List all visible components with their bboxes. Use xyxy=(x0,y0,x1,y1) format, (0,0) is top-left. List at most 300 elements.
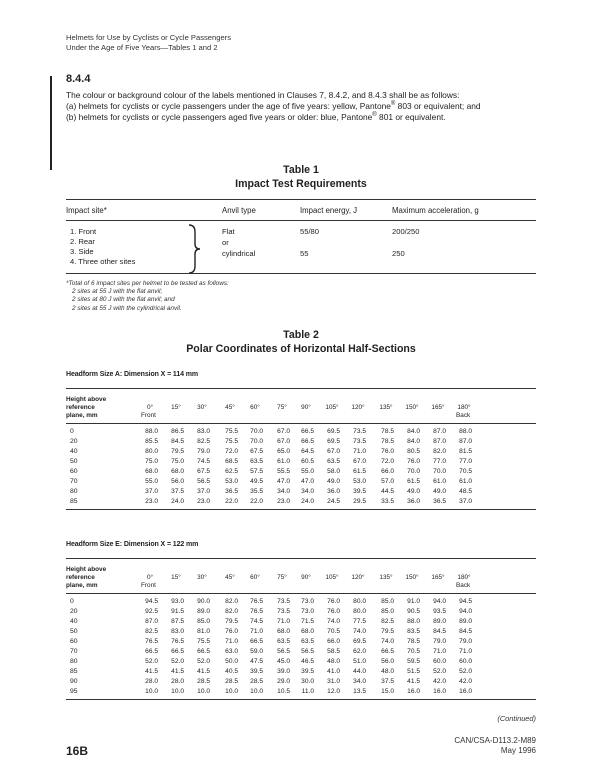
coordinate-value: 79.0 xyxy=(197,448,210,455)
item-b-tail: 801 or equivalent. xyxy=(376,112,446,122)
coordinate-value: 28.5 xyxy=(197,678,210,685)
table2-subtitle: Polar Coordinates of Horizontal Half-Sections xyxy=(186,343,416,355)
coordinate-value: 83.5 xyxy=(407,628,420,635)
coordinate-value: 73.5 xyxy=(277,608,290,615)
coordinate-value: 82.0 xyxy=(433,448,446,455)
coordinate-value: 82.5 xyxy=(145,628,158,635)
coordinate-value: 10.5 xyxy=(277,688,290,695)
coordinate-value: 80.0 xyxy=(353,598,366,605)
coordinate-value: 52.0 xyxy=(145,658,158,665)
coordinate-value: 10.0 xyxy=(145,688,158,695)
coordinate-value: 55.5 xyxy=(277,468,290,475)
coordinate-value: 39.0 xyxy=(277,668,290,675)
coordinate-value: 11.0 xyxy=(301,688,314,695)
coordinate-value: 68.0 xyxy=(145,468,158,475)
coordinate-value: 47.0 xyxy=(301,478,314,485)
coordinate-value: 76.5 xyxy=(171,638,184,645)
coordinate-value: 22.0 xyxy=(225,498,238,505)
coordinate-value: 67.0 xyxy=(277,438,290,445)
coordinate-value: 79.5 xyxy=(381,628,394,635)
height-value: 50 xyxy=(70,628,78,635)
coordinate-value: 12.0 xyxy=(327,688,340,695)
coordinate-value: 69.5 xyxy=(327,438,340,445)
coordinate-value: 55.0 xyxy=(145,478,158,485)
footer-right xyxy=(454,736,536,755)
section-number: 8.4.4 xyxy=(66,73,91,85)
coordinate-value: 37.5 xyxy=(171,488,184,495)
coordinate-value: 53.0 xyxy=(225,478,238,485)
coordinate-value: 87.0 xyxy=(145,618,158,625)
angle-header: 180° xyxy=(457,574,471,581)
height-value: 20 xyxy=(70,608,78,615)
coordinate-value: 78.5 xyxy=(381,428,394,435)
coordinate-value: 66.5 xyxy=(381,648,394,655)
coordinate-value: 10.0 xyxy=(197,688,210,695)
back-label: Back xyxy=(456,412,471,419)
coordinate-value: 41.5 xyxy=(197,668,210,675)
coordinate-value: 47.5 xyxy=(250,658,263,665)
coordinate-value: 73.5 xyxy=(353,438,366,445)
coordinate-value: 66.5 xyxy=(197,648,210,655)
height-value: 85 xyxy=(70,498,78,505)
table1-accel-flat: 200/250 xyxy=(392,227,420,236)
table2-section-bottom-rule xyxy=(66,509,536,510)
coordinate-value: 23.0 xyxy=(197,498,210,505)
angle-header: 135° xyxy=(379,404,393,411)
coordinate-value: 70.0 xyxy=(407,468,420,475)
brace-icon xyxy=(188,224,202,274)
coordinate-value: 77.0 xyxy=(459,458,472,465)
table1-anvil-flat: Flat xyxy=(222,227,235,236)
table1-header-site: Impact site* xyxy=(66,206,107,215)
coordinate-value: 71.5 xyxy=(301,618,314,625)
coordinate-value: 68.0 xyxy=(171,468,184,475)
section-item-b xyxy=(66,112,536,123)
coordinate-value: 87.0 xyxy=(433,438,446,445)
table2-section-rule xyxy=(66,388,536,389)
coordinate-value: 34.0 xyxy=(353,678,366,685)
coordinate-value: 81.5 xyxy=(459,448,472,455)
coordinate-value: 41.5 xyxy=(407,678,420,685)
coordinate-value: 49.0 xyxy=(433,488,446,495)
coordinate-value: 63.5 xyxy=(327,458,340,465)
coordinate-value: 68.5 xyxy=(225,458,238,465)
coordinate-value: 35.5 xyxy=(250,488,263,495)
front-label: Front xyxy=(141,412,156,419)
coordinate-value: 60.0 xyxy=(433,658,446,665)
coordinate-value: 76.0 xyxy=(407,458,420,465)
angle-header: 120° xyxy=(351,404,365,411)
coordinate-value: 39.5 xyxy=(353,488,366,495)
coordinate-value: 70.5 xyxy=(407,648,420,655)
coordinate-value: 70.0 xyxy=(433,468,446,475)
coordinate-value: 75.0 xyxy=(145,458,158,465)
coordinate-value: 56.5 xyxy=(301,648,314,655)
publication-date: May 1996 xyxy=(500,745,536,755)
coordinate-value: 91.0 xyxy=(407,598,420,605)
coordinate-value: 49.0 xyxy=(407,488,420,495)
coordinate-value: 79.5 xyxy=(225,618,238,625)
table1-energy-flat: 55/80 xyxy=(300,227,320,236)
coordinate-value: 83.0 xyxy=(197,428,210,435)
coordinate-value: 48.5 xyxy=(459,488,472,495)
coordinate-value: 94.5 xyxy=(459,598,472,605)
angle-header: 60° xyxy=(250,404,260,411)
height-value: 20 xyxy=(70,438,78,445)
coordinate-value: 63.0 xyxy=(225,648,238,655)
coordinate-value: 80.0 xyxy=(145,448,158,455)
coordinate-value: 28.0 xyxy=(171,678,184,685)
headform-size-label: Headform Size A: Dimension X = 114 mm xyxy=(66,371,199,378)
coordinate-value: 28.0 xyxy=(145,678,158,685)
coordinate-value: 73.0 xyxy=(301,598,314,605)
page-number: 16B xyxy=(66,744,89,758)
coordinate-value: 82.5 xyxy=(381,618,394,625)
coordinate-value: 85.0 xyxy=(197,618,210,625)
section-intro: The colour or background colour of the labels mentioned in Clauses 7, 8.4.2, and 8.4.3 shall be as follows: xyxy=(66,90,460,100)
coordinate-value: 76.5 xyxy=(250,598,263,605)
angle-header: 150° xyxy=(405,404,419,411)
height-value: 0 xyxy=(70,598,74,605)
coordinate-value: 70.5 xyxy=(459,468,472,475)
coordinate-value: 75.5 xyxy=(225,438,238,445)
coordinate-value: 59.0 xyxy=(250,648,263,655)
coordinate-value: 57.5 xyxy=(250,468,263,475)
coordinate-value: 40.5 xyxy=(225,668,238,675)
item-a-tail: 803 or equivalent; and xyxy=(395,101,481,111)
coordinate-value: 74.0 xyxy=(381,638,394,645)
coordinate-value: 94.5 xyxy=(145,598,158,605)
table1-site-2: 2. Rear xyxy=(70,237,95,246)
coordinate-value: 71.0 xyxy=(433,648,446,655)
coordinate-value: 93.5 xyxy=(433,608,446,615)
coordinate-value: 37.0 xyxy=(197,488,210,495)
coordinate-value: 71.0 xyxy=(459,648,472,655)
section-body xyxy=(66,90,536,123)
coordinate-value: 44.5 xyxy=(381,488,394,495)
registered-mark: ® xyxy=(390,101,396,108)
section-item-a xyxy=(66,101,536,112)
coordinate-value: 16.0 xyxy=(433,688,446,695)
angle-header: 105° xyxy=(325,574,339,581)
coordinate-value: 89.0 xyxy=(197,608,210,615)
angle-header: 30° xyxy=(197,574,207,581)
coordinate-value: 56.5 xyxy=(197,478,210,485)
table1-energy-cylindrical: 55 xyxy=(300,249,309,258)
coordinate-value: 34.0 xyxy=(301,488,314,495)
coordinate-value: 61.0 xyxy=(433,478,446,485)
coordinate-value: 90.5 xyxy=(407,608,420,615)
coordinate-value: 80.5 xyxy=(407,448,420,455)
running-header-line-1: Helmets for Use by Cyclists or Cycle Passengers xyxy=(66,33,232,42)
coordinate-value: 76.0 xyxy=(381,448,394,455)
coordinate-value: 37.0 xyxy=(145,488,158,495)
coordinate-value: 93.0 xyxy=(171,598,184,605)
coordinate-value: 66.5 xyxy=(171,648,184,655)
coordinate-value: 82.5 xyxy=(197,438,210,445)
coordinate-value: 41.5 xyxy=(171,668,184,675)
coordinate-value: 74.5 xyxy=(197,458,210,465)
row-header-label: plane, mm xyxy=(66,412,98,419)
angle-header: 45° xyxy=(225,404,235,411)
coordinate-value: 28.5 xyxy=(250,678,263,685)
table1-accel-cylindrical: 250 xyxy=(392,249,405,258)
angle-header: 15° xyxy=(171,574,181,581)
coordinate-value: 75.5 xyxy=(225,428,238,435)
coordinate-value: 36.0 xyxy=(407,498,420,505)
coordinate-value: 71.0 xyxy=(225,638,238,645)
coordinate-value: 46.5 xyxy=(301,658,314,665)
coordinate-value: 55.0 xyxy=(301,468,314,475)
table1-bottom-rule xyxy=(66,273,536,274)
coordinate-value: 33.5 xyxy=(381,498,394,505)
coordinate-value: 82.0 xyxy=(225,598,238,605)
height-value: 95 xyxy=(70,688,78,695)
height-value: 70 xyxy=(70,478,78,485)
coordinate-value: 74.0 xyxy=(327,618,340,625)
coordinate-value: 62.0 xyxy=(353,648,366,655)
coordinate-value: 71.0 xyxy=(250,628,263,635)
coordinate-value: 84.5 xyxy=(433,628,446,635)
coordinate-value: 56.0 xyxy=(171,478,184,485)
coordinate-value: 70.0 xyxy=(250,428,263,435)
coordinate-value: 63.5 xyxy=(301,638,314,645)
table2-header-rule xyxy=(66,593,536,594)
angle-header: 135° xyxy=(379,574,393,581)
coordinate-value: 44.0 xyxy=(353,668,366,675)
coordinate-value: 72.0 xyxy=(381,458,394,465)
coordinate-value: 76.0 xyxy=(225,628,238,635)
coordinate-value: 62.5 xyxy=(225,468,238,475)
coordinate-value: 89.0 xyxy=(459,618,472,625)
coordinate-value: 78.5 xyxy=(407,638,420,645)
row-header-label: Height above xyxy=(66,396,107,403)
coordinate-value: 24.0 xyxy=(171,498,184,505)
table2-header-rule xyxy=(66,423,536,424)
coordinate-value: 84.5 xyxy=(171,438,184,445)
coordinate-value: 66.5 xyxy=(301,438,314,445)
coordinate-value: 87.5 xyxy=(171,618,184,625)
coordinate-value: 49.5 xyxy=(250,478,263,485)
height-value: 40 xyxy=(70,618,78,625)
coordinate-value: 74.5 xyxy=(250,618,263,625)
coordinate-value: 28.5 xyxy=(225,678,238,685)
coordinate-value: 80.0 xyxy=(353,608,366,615)
footnote-line: 2 sites at 55 J with the flat anvil; xyxy=(72,288,163,296)
coordinate-value: 87.0 xyxy=(459,438,472,445)
coordinate-value: 34.0 xyxy=(277,488,290,495)
angle-header: 90° xyxy=(301,574,311,581)
coordinate-value: 85.0 xyxy=(381,598,394,605)
coordinate-value: 91.5 xyxy=(171,608,184,615)
height-value: 90 xyxy=(70,678,78,685)
coordinate-value: 73.0 xyxy=(301,608,314,615)
coordinate-value: 78.5 xyxy=(381,438,394,445)
coordinate-value: 63.5 xyxy=(250,458,263,465)
height-value: 50 xyxy=(70,458,78,465)
angle-header: 75° xyxy=(277,574,287,581)
coordinate-value: 22.0 xyxy=(250,498,263,505)
coordinate-value: 61.5 xyxy=(353,468,366,475)
angle-header: 105° xyxy=(325,404,339,411)
angle-header: 165° xyxy=(431,404,445,411)
coordinate-value: 47.0 xyxy=(277,478,290,485)
coordinate-value: 29.5 xyxy=(353,498,366,505)
coordinate-value: 10.0 xyxy=(250,688,263,695)
coordinate-value: 64.5 xyxy=(301,448,314,455)
coordinate-value: 30.0 xyxy=(301,678,314,685)
coordinate-value: 37.5 xyxy=(381,678,394,685)
coordinate-value: 65.0 xyxy=(277,448,290,455)
coordinate-value: 10.0 xyxy=(225,688,238,695)
table1-header-anvil: Anvil type xyxy=(222,206,256,215)
coordinate-value: 59.5 xyxy=(407,658,420,665)
coordinate-value: 76.5 xyxy=(250,608,263,615)
change-bar xyxy=(50,76,52,170)
coordinate-value: 60.5 xyxy=(301,458,314,465)
coordinate-value: 79.0 xyxy=(433,638,446,645)
coordinate-value: 58.0 xyxy=(327,468,340,475)
table1-site-3: 3. Side xyxy=(70,247,94,256)
table1-anvil-or: or xyxy=(222,238,229,247)
angle-header: 0° xyxy=(146,404,154,411)
angle-header: 90° xyxy=(301,404,311,411)
height-value: 80 xyxy=(70,658,78,665)
coordinate-value: 84.0 xyxy=(407,428,420,435)
coordinate-value: 84.5 xyxy=(459,628,472,635)
footnote-line: 2 sites at 80 J with the flat anvil; and xyxy=(72,296,175,304)
table1-anvil-cylindrical: cylindrical xyxy=(222,249,256,258)
coordinate-value: 41.0 xyxy=(327,668,340,675)
coordinate-value: 66.5 xyxy=(301,428,314,435)
height-value: 85 xyxy=(70,668,78,675)
coordinate-value: 48.0 xyxy=(327,658,340,665)
height-value: 60 xyxy=(70,468,78,475)
coordinate-value: 39.5 xyxy=(301,668,314,675)
coordinate-value: 86.5 xyxy=(171,428,184,435)
coordinate-value: 77.5 xyxy=(353,618,366,625)
angle-header: 150° xyxy=(405,574,419,581)
front-label: Front xyxy=(141,582,156,589)
coordinate-value: 67.5 xyxy=(197,468,210,475)
table2-section-bottom-rule xyxy=(66,699,536,700)
table1-header-rule xyxy=(66,220,536,221)
coordinate-value: 85.0 xyxy=(381,608,394,615)
coordinate-value: 67.0 xyxy=(327,448,340,455)
coordinate-value: 88.0 xyxy=(459,428,472,435)
coordinate-value: 74.0 xyxy=(353,628,366,635)
coordinate-value: 69.5 xyxy=(353,638,366,645)
coordinate-value: 82.0 xyxy=(225,608,238,615)
coordinate-value: 81.0 xyxy=(197,628,210,635)
table1-top-rule xyxy=(66,199,536,200)
coordinate-value: 53.0 xyxy=(353,478,366,485)
height-value: 40 xyxy=(70,448,78,455)
angle-header: 15° xyxy=(171,404,181,411)
coordinate-value: 73.5 xyxy=(277,598,290,605)
coordinate-value: 66.5 xyxy=(250,638,263,645)
coordinate-value: 68.0 xyxy=(277,628,290,635)
coordinate-value: 29.0 xyxy=(277,678,290,685)
table2-title: Table 2 xyxy=(283,329,319,341)
angle-header: 165° xyxy=(431,574,445,581)
continued-note: (Continued) xyxy=(497,714,536,723)
coordinate-value: 94.0 xyxy=(459,608,472,615)
footnote-line: *Total of 6 impact sites per helmet to be tested as follows: xyxy=(66,280,229,287)
coordinate-value: 50.0 xyxy=(225,658,238,665)
angle-header: 180° xyxy=(457,404,471,411)
coordinate-value: 75.0 xyxy=(171,458,184,465)
coordinate-value: 79.5 xyxy=(171,448,184,455)
coordinate-value: 88.0 xyxy=(407,618,420,625)
coordinate-value: 75.5 xyxy=(197,638,210,645)
angle-header: 60° xyxy=(250,574,260,581)
coordinate-value: 48.0 xyxy=(381,668,394,675)
coordinate-value: 31.0 xyxy=(327,678,340,685)
table1-subtitle: Impact Test Requirements xyxy=(235,178,367,190)
coordinate-value: 88.0 xyxy=(145,428,158,435)
coordinate-value: 39.5 xyxy=(250,668,263,675)
row-header-label: plane, mm xyxy=(66,582,98,589)
angle-header: 45° xyxy=(225,574,235,581)
coordinate-value: 23.0 xyxy=(277,498,290,505)
coordinate-value: 24.0 xyxy=(301,498,314,505)
coordinate-value: 73.5 xyxy=(353,428,366,435)
coordinate-value: 66.0 xyxy=(381,468,394,475)
coordinate-value: 70.5 xyxy=(327,628,340,635)
coordinate-value: 51.5 xyxy=(407,668,420,675)
coordinate-value: 92.5 xyxy=(145,608,158,615)
height-value: 80 xyxy=(70,488,78,495)
headform-size-label: Headform Size E: Dimension X = 122 mm xyxy=(66,541,199,548)
angle-header: 0° xyxy=(146,574,154,581)
coordinate-value: 36.0 xyxy=(327,488,340,495)
coordinate-value: 76.5 xyxy=(145,638,158,645)
coordinate-value: 61.5 xyxy=(407,478,420,485)
coordinate-value: 52.0 xyxy=(197,658,210,665)
coordinate-value: 66.0 xyxy=(327,638,340,645)
coordinate-value: 94.0 xyxy=(433,598,446,605)
coordinate-value: 41.5 xyxy=(145,668,158,675)
coordinate-value: 13.5 xyxy=(353,688,366,695)
coordinate-value: 61.0 xyxy=(277,458,290,465)
coordinate-value: 68.0 xyxy=(301,628,314,635)
coordinate-value: 67.5 xyxy=(250,448,263,455)
table1-site-4: 4. Three other sites xyxy=(70,257,136,266)
coordinate-value: 37.0 xyxy=(459,498,472,505)
coordinate-value: 36.5 xyxy=(225,488,238,495)
table1-footnote xyxy=(66,280,229,313)
coordinate-value: 23.0 xyxy=(145,498,158,505)
angle-header: 30° xyxy=(197,404,207,411)
angle-header: 120° xyxy=(351,574,365,581)
coordinate-value: 24.5 xyxy=(327,498,340,505)
coordinate-value: 61.0 xyxy=(459,478,472,485)
back-label: Back xyxy=(456,582,471,589)
coordinate-value: 10.0 xyxy=(171,688,184,695)
coordinate-value: 69.5 xyxy=(327,428,340,435)
height-value: 0 xyxy=(70,428,74,435)
coordinate-value: 71.0 xyxy=(277,618,290,625)
row-header-label: reference xyxy=(66,574,95,581)
coordinate-value: 51.0 xyxy=(353,658,366,665)
coordinate-value: 63.5 xyxy=(277,638,290,645)
coordinate-value: 52.0 xyxy=(433,668,446,675)
registered-mark: ® xyxy=(372,112,377,119)
coordinate-value: 85.5 xyxy=(145,438,158,445)
coordinate-value: 52.0 xyxy=(171,658,184,665)
height-value: 60 xyxy=(70,638,78,645)
